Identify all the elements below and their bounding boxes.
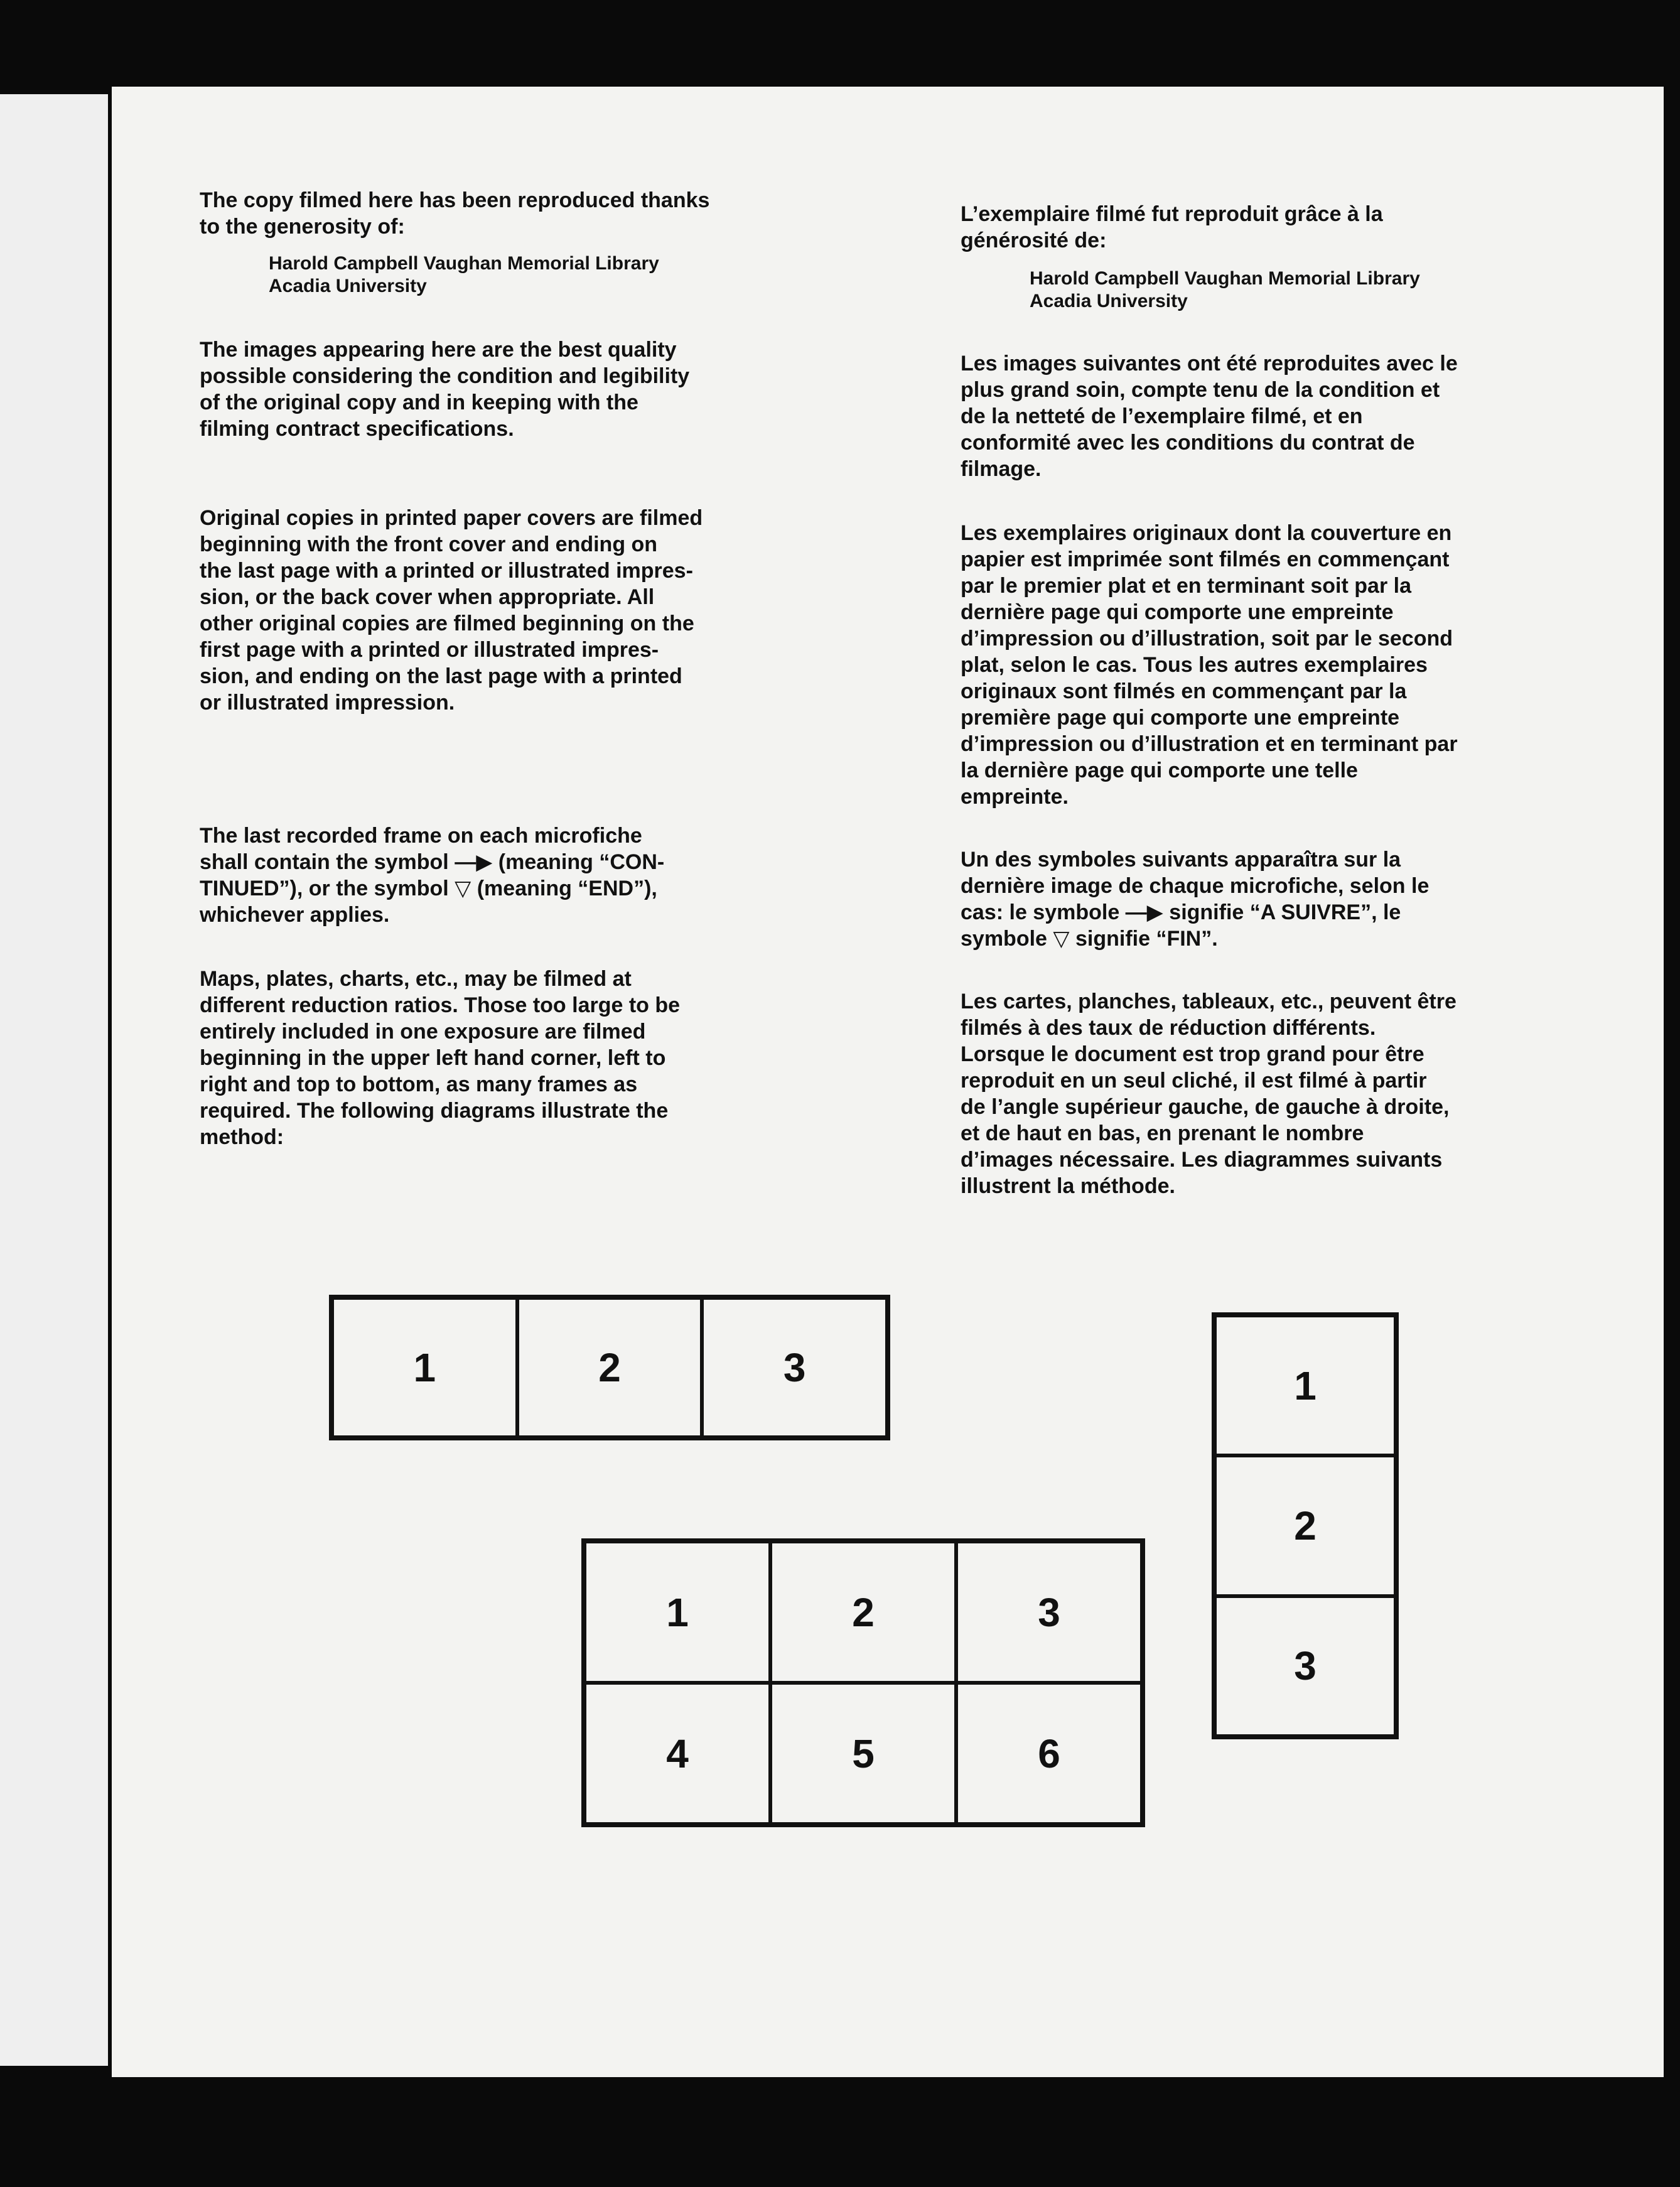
french-library-name: Harold Campbell Vaughan Memorial Library (1030, 268, 1420, 289)
document-page (112, 87, 1664, 2077)
diagram-horizontal (329, 1295, 890, 1440)
frame-cell: 2 (770, 1542, 956, 1683)
english-symbols-paragraph: The last recorded frame on each microfiche shall contain the symbol —▶ (meaning “CON- TINUED”), or the symbol ▽ (meaning “END”), whichever applies. (200, 824, 665, 927)
english-originals-paragraph: Original copies in printed paper covers are filmed beginning with the front cover and ending on the last page with a printed or illustrated impres- sion, or the back cover when appropriate. All other original copies are filmed beginning on the first page with a printed or illustrated impres- sion, and ending on the last page with a printed or illustrated impression. (200, 506, 703, 715)
english-university: Acadia University (269, 276, 427, 296)
diagram-grid (581, 1538, 1145, 1827)
adjacent-page-edge (0, 94, 108, 2066)
frame-cell: 1 (1215, 1315, 1396, 1455)
french-intro: L’exemplaire filmé fut reproduit grâce à la générosité de: (961, 202, 1383, 252)
french-column (961, 201, 1657, 1199)
english-quality-paragraph: The images appearing here are the best quality possible considering the condition and legibility of the original copy and in keeping with the filming contract specifications. (200, 338, 690, 441)
frame-cell: 2 (517, 1298, 703, 1437)
frame-cell: 4 (584, 1683, 770, 1824)
frame-cell: 3 (702, 1298, 887, 1437)
french-university: Acadia University (1030, 291, 1188, 311)
frame-cell: 3 (1215, 1596, 1396, 1736)
english-maps-paragraph: Maps, plates, charts, etc., may be filmed at different reduction ratios. Those too large to be entirely included in one exposure are filmed beginning in the upper left hand corner, left to right and top to bottom, as many frames as required. The following diagrams illustrate the method: (200, 967, 681, 1149)
french-originals-paragraph: Les exemplaires originaux dont la couverture en papier est imprimée sont filmés en commençant par le premier plat et en terminant soit par la dernière page qui comporte une empreinte d’impression ou d’illustration, soit par le second plat, selon le cas. Tous les autres exemplaires originaux sont filmés en commençant par la première page qui comporte une empreinte d’impression ou d’illustration et en terminant par la dernière page qui comporte une telle empreinte. (961, 521, 1458, 809)
french-quality-paragraph: Les images suivantes ont été reproduites avec le plus grand soin, compte tenu de la condition et de la netteté de l’exemplaire filmé, et en conformité avec les conditions du contrat de filmage. (961, 352, 1458, 481)
diagram-vertical (1212, 1312, 1399, 1739)
english-column (200, 187, 903, 1150)
frame-cell: 2 (1215, 1455, 1396, 1596)
french-symbols-paragraph: Un des symboles suivants apparaîtra sur la dernière image de chaque microfiche, selon le cas: le symbole —▶ signifie “A SUIVRE”, le symbole ▽ signifie “FIN”. (961, 848, 1430, 951)
frame-cell: 6 (956, 1683, 1142, 1824)
frame-cell: 5 (770, 1683, 956, 1824)
frame-cell: 1 (584, 1542, 770, 1683)
frame-cell: 1 (332, 1298, 517, 1437)
english-library-name: Harold Campbell Vaughan Memorial Library (269, 253, 659, 274)
english-intro: The copy filmed here has been reproduced thanks to the generosity of: (200, 188, 710, 239)
frame-cell: 3 (956, 1542, 1142, 1683)
french-maps-paragraph: Les cartes, planches, tableaux, etc., peuvent être filmés à des taux de réduction différents. Lorsque le document est trop grand pour être reproduit en un seul cliché, il est filmé à partir de l’angle supérieur gauche, de gauche à droite, et de haut en bas, en prenant le nombre d’images nécessaire. Les diagrammes suivants illustrent la méthode. (961, 990, 1457, 1198)
